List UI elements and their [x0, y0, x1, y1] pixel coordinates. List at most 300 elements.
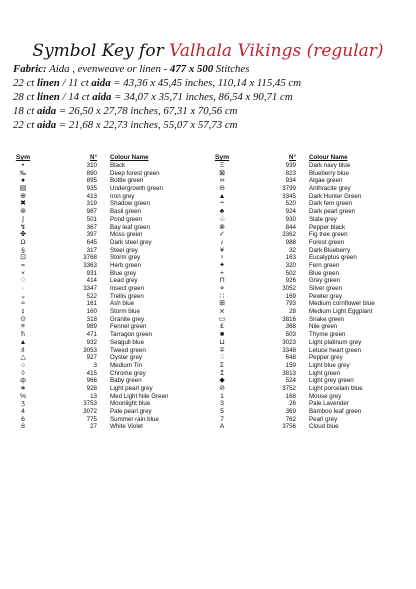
- symbol-glyph: ↥: [219, 369, 225, 377]
- spec-fabric: linen: [37, 77, 60, 89]
- spec-fabric: aida: [37, 105, 57, 117]
- symbol-glyph: ♢: [19, 277, 27, 285]
- table-row: [212, 177, 402, 185]
- dmc-number: 924: [285, 208, 296, 216]
- symbol-glyph: ⊞: [219, 300, 225, 308]
- dmc-number: 3768: [83, 254, 97, 262]
- colour-name: Seagull blue: [110, 338, 145, 346]
- table-row: [212, 416, 402, 424]
- dmc-number: 522: [86, 292, 97, 300]
- symbol-glyph: ↯: [20, 223, 26, 231]
- symbol-glyph: ⊠: [219, 169, 225, 177]
- symbol-glyph: ⊡: [20, 254, 26, 262]
- table-row: [212, 185, 402, 193]
- table-row: [13, 331, 198, 339]
- colour-name: Medium cornflower blue: [309, 300, 375, 308]
- dmc-number: 895: [86, 177, 97, 185]
- dmc-number: 502: [285, 269, 296, 277]
- symbol-glyph: 4: [21, 408, 25, 415]
- dmc-number: 3362: [282, 231, 296, 239]
- dmc-number: 930: [285, 215, 296, 223]
- symbol-glyph: §: [21, 246, 25, 254]
- symbol-glyph: ●: [20, 177, 26, 185]
- table-row: [13, 208, 198, 216]
- colour-name: Basil green: [110, 208, 141, 216]
- symbol-glyph: 8: [21, 423, 25, 431]
- symbol-glyph: ≡: [21, 323, 25, 331]
- symbol-glyph: ⊙: [20, 315, 26, 323]
- colour-name: Cloud blue: [309, 423, 339, 431]
- dmc-number: 648: [285, 354, 296, 362]
- colour-name: Steel grey: [110, 246, 138, 254]
- symbol-glyph: ≈: [21, 300, 25, 308]
- colour-name: Light pearl grey: [110, 384, 153, 392]
- colour-name: Thyme green: [309, 331, 346, 339]
- table-row: [13, 200, 198, 208]
- table-row: [13, 239, 198, 247]
- page-title: [0, 41, 416, 61]
- colour-name: Light porcelain blue: [309, 384, 363, 392]
- header-number: N°: [90, 154, 97, 161]
- colour-name: Moonlight blue: [110, 400, 151, 408]
- symbol-glyph: Ξ: [219, 162, 225, 169]
- header-sym: Sym: [214, 154, 230, 161]
- colour-name: Med Light Nile Green: [110, 392, 169, 400]
- symbol-glyph: ■: [219, 331, 225, 339]
- symbol-glyph: ∓: [219, 346, 225, 354]
- spec-dimensions: = 43,36 x 45,45 inches, 110,14 x 115,45 cm: [110, 77, 302, 89]
- dmc-number: 397: [86, 231, 97, 239]
- dmc-number: 3756: [282, 423, 296, 431]
- dmc-number: 520: [285, 200, 296, 208]
- dmc-number: 3023: [282, 338, 296, 346]
- colour-name: Moss green: [110, 231, 143, 239]
- table-row: [13, 193, 198, 201]
- dmc-number: 3348: [282, 346, 296, 354]
- table-row: [13, 347, 198, 355]
- table-row: [13, 370, 198, 378]
- table-rows: [13, 162, 198, 431]
- dmc-number: 3: [93, 361, 97, 369]
- symbol-glyph: ∗: [20, 384, 26, 392]
- dmc-number: 413: [86, 192, 97, 200]
- spec-size-line: [13, 90, 408, 104]
- dmc-number: 762: [285, 415, 296, 423]
- colour-name: Dark navy blue: [309, 162, 351, 169]
- spec-count: 22 ct: [13, 77, 37, 89]
- symbol-glyph: ♀: [219, 254, 225, 262]
- symbol-glyph: 5: [220, 408, 224, 415]
- table-row: [212, 393, 402, 401]
- colour-name: Pond green: [110, 215, 142, 223]
- table-row: [212, 270, 402, 278]
- dmc-number: 3816: [282, 315, 296, 323]
- colour-name: Tarragon green: [110, 331, 152, 339]
- spec-dimensions: = 26,50 x 27,78 inches, 67,31 x 70,56 cm: [56, 105, 238, 117]
- colour-name: Oyster grey: [110, 354, 142, 362]
- symbol-glyph: =: [21, 261, 25, 269]
- dmc-number: 369: [285, 408, 296, 415]
- dmc-number: 3753: [83, 400, 97, 408]
- dmc-number: 844: [285, 223, 296, 231]
- dmc-number: 415: [86, 369, 97, 377]
- table-row: [13, 416, 198, 424]
- dmc-number: 501: [86, 215, 97, 223]
- table-row: [13, 300, 198, 308]
- dmc-number: 987: [86, 208, 97, 216]
- dmc-number: 793: [285, 300, 296, 308]
- fabric-label: Fabric:: [13, 63, 47, 75]
- table-header: [212, 154, 402, 162]
- spec-count: / 14 ct: [59, 91, 93, 103]
- dmc-number: 3052: [282, 285, 296, 292]
- symbol-glyph: ♣: [219, 208, 225, 216]
- table-row: [13, 377, 198, 385]
- dmc-number: 367: [86, 223, 97, 231]
- dmc-number: 775: [86, 415, 97, 423]
- symbol-glyph: ⌄: [20, 292, 26, 300]
- colour-name: Dark steel grey: [110, 238, 152, 246]
- dmc-number: 3053: [83, 346, 97, 354]
- colour-name: Pale Lavender: [309, 400, 349, 408]
- symbol-glyph: ×: [21, 269, 25, 277]
- colour-name: Bottle green: [110, 177, 144, 185]
- dmc-number: 320: [285, 261, 296, 269]
- symbol-glyph: ∙: [22, 285, 24, 292]
- table-row: [212, 400, 402, 408]
- table-row: [212, 231, 402, 239]
- colour-name: Light green: [309, 369, 340, 377]
- dmc-number: 928: [86, 384, 97, 392]
- colour-name: Medium Light Eggplant: [309, 308, 373, 316]
- dmc-number: 890: [86, 169, 97, 177]
- dmc-number: 168: [285, 392, 296, 400]
- symbol-glyph: 1: [220, 392, 224, 400]
- header-number: N°: [289, 154, 296, 161]
- symbol-glyph: ✖: [20, 200, 26, 208]
- symbol-glyph: ♧: [218, 215, 226, 223]
- table-row: [212, 247, 402, 255]
- table-header: [13, 154, 198, 162]
- table-row: [212, 200, 402, 208]
- symbol-key-table-left: [13, 154, 198, 431]
- dmc-number: 927: [86, 354, 97, 362]
- symbol-glyph: ○: [20, 361, 26, 369]
- spec-count: 18 ct: [13, 105, 37, 117]
- dmc-number: 368: [285, 323, 296, 331]
- table-row: [13, 185, 198, 193]
- colour-name: Dark Blueberry: [309, 246, 351, 254]
- spec-size-line: [13, 118, 408, 132]
- dmc-number: 32: [289, 246, 296, 254]
- colour-name: Slate grey: [309, 215, 337, 223]
- table-row: [13, 362, 198, 370]
- header-sym: Sym: [15, 154, 31, 161]
- table-row: [212, 254, 402, 262]
- colour-name: Ash blue: [110, 300, 135, 308]
- colour-name: Fern green: [309, 261, 340, 269]
- symbol-glyph: ▲: [218, 192, 226, 200]
- colour-name: Dark Hunter Green: [309, 192, 362, 200]
- dmc-number: 932: [86, 338, 97, 346]
- table-row: [13, 270, 198, 278]
- symbol-glyph: ⊔: [219, 338, 225, 346]
- dmc-number: 935: [86, 185, 97, 193]
- table-row: [212, 408, 402, 416]
- table-row: [13, 385, 198, 393]
- symbol-glyph: ▲: [19, 338, 27, 346]
- symbol-key-table-right: [212, 154, 402, 431]
- colour-name: Nile green: [309, 323, 338, 331]
- symbol-glyph: Ω: [20, 238, 26, 246]
- colour-name: Pepper grey: [309, 354, 343, 362]
- symbol-glyph: ♪: [220, 238, 224, 246]
- spec-dimensions: = 34,07 x 35,71 inches, 86,54 x 90,71 cm: [111, 91, 293, 103]
- table-row: [212, 308, 402, 316]
- symbol-glyph: +: [220, 269, 224, 277]
- symbol-glyph: ⋄: [219, 285, 225, 292]
- colour-name: Granite grey: [110, 315, 145, 323]
- spec-size-line: [13, 104, 408, 118]
- dmc-number: 160: [86, 308, 97, 316]
- symbol-glyph: ⨯: [219, 308, 225, 316]
- dmc-number: 3072: [83, 408, 97, 415]
- symbol-glyph: ◊: [21, 369, 25, 377]
- symbol-glyph: 6: [21, 415, 25, 423]
- table-row: [13, 216, 198, 224]
- colour-name: Lead grey: [110, 277, 138, 285]
- dmc-number: 645: [86, 238, 97, 246]
- dmc-number: 318: [86, 315, 97, 323]
- symbol-glyph: %: [19, 392, 27, 400]
- dmc-number: 414: [86, 277, 97, 285]
- colour-name: Silver green: [309, 285, 343, 292]
- table-row: [13, 408, 198, 416]
- colour-name: Blueberry blue: [309, 169, 349, 177]
- header-colour-name: Colour Name: [110, 154, 149, 161]
- table-row: [13, 423, 198, 431]
- table-row: [13, 254, 198, 262]
- spec-dimensions: = 21,68 x 22,73 inches, 55,07 x 57,73 cm: [56, 119, 238, 131]
- table-row: [212, 285, 402, 293]
- fabric-specs: [13, 62, 408, 132]
- colour-name: Light blue grey: [309, 361, 350, 369]
- colour-name: Bay leaf green: [110, 223, 150, 231]
- colour-name: Forest green: [309, 238, 345, 246]
- dmc-number: 931: [86, 269, 97, 277]
- table-row: [212, 170, 402, 178]
- spec-fabric-line: [13, 62, 408, 76]
- dmc-number: 3347: [83, 285, 97, 292]
- dmc-number: 13: [90, 392, 97, 400]
- symbol-glyph: ⊓: [219, 277, 225, 285]
- colour-name: Black: [110, 162, 126, 169]
- dmc-number: 28: [289, 308, 296, 316]
- colour-name: Light platinum grey: [309, 338, 362, 346]
- symbol-glyph: ✓: [219, 231, 225, 239]
- symbol-glyph: ♢: [218, 354, 226, 362]
- stitch-count: 477 x 500: [169, 63, 214, 75]
- table-row: [212, 377, 402, 385]
- symbol-glyph: ⊘: [219, 384, 225, 392]
- symbol-glyph: ♯: [21, 346, 25, 354]
- dmc-number: 159: [285, 361, 296, 369]
- symbol-glyph: 3: [220, 400, 224, 408]
- symbol-glyph: ∞: [219, 177, 225, 185]
- colour-name: Iron grey: [110, 192, 135, 200]
- table-row: [212, 331, 402, 339]
- symbol-glyph: ⊗: [219, 223, 225, 231]
- colour-name: Pepper black: [309, 223, 346, 231]
- colour-name: Shadow green: [110, 200, 150, 208]
- table-row: [212, 224, 402, 232]
- colour-name: Fig tree green: [309, 231, 348, 239]
- colour-name: Medium Tin: [110, 361, 142, 369]
- spec-count: / 11 ct: [59, 77, 92, 89]
- symbol-glyph: ⊛: [20, 208, 26, 216]
- dmc-number: 524: [285, 377, 296, 385]
- colour-name: Blue grey: [110, 269, 137, 277]
- colour-name: Pearl grey: [309, 415, 338, 423]
- table-row: [13, 400, 198, 408]
- dmc-number: 169: [285, 292, 296, 300]
- colour-name: Insect green: [110, 285, 145, 292]
- spec-count: 28 ct: [13, 91, 37, 103]
- table-row: [13, 231, 198, 239]
- dmc-number: 939: [285, 162, 296, 169]
- table-row: [212, 347, 402, 355]
- colour-name: Dark pearl green: [309, 208, 356, 216]
- table-row: [13, 170, 198, 178]
- table-row: [13, 323, 198, 331]
- table-row: [212, 216, 402, 224]
- symbol-glyph: ⊖: [219, 185, 225, 193]
- dmc-number: 317: [86, 246, 97, 254]
- table-row: [212, 300, 402, 308]
- symbol-glyph: ∷: [219, 292, 225, 300]
- colour-name: Trellis green: [110, 292, 144, 300]
- colour-name: Letuce heart green: [309, 346, 361, 354]
- dmc-number: 3752: [282, 384, 296, 392]
- colour-name: Pale pearl grey: [110, 408, 152, 415]
- table-row: [13, 393, 198, 401]
- table-row: [212, 208, 402, 216]
- dmc-number: 926: [285, 277, 296, 285]
- symbol-glyph: ∸: [219, 200, 225, 208]
- symbol-glyph: 7: [220, 415, 224, 423]
- dmc-number: 3799: [282, 185, 296, 193]
- colour-name: Snake green: [309, 315, 345, 323]
- dmc-number: 966: [86, 377, 97, 385]
- colour-name: Baby green: [110, 377, 142, 385]
- symbol-glyph: ¥: [220, 246, 224, 254]
- table-row: [13, 224, 198, 232]
- table-row: [212, 362, 402, 370]
- colour-name: Anthracite grey: [309, 185, 351, 193]
- title-pattern-name: Valhala Vikings (regular): [169, 41, 384, 61]
- dmc-number: 503: [285, 331, 296, 339]
- colour-name: Chrome grey: [110, 369, 146, 377]
- stitch-suffix: Stitches: [213, 63, 250, 75]
- colour-name: Eucalyptus green: [309, 254, 357, 262]
- table-row: [13, 293, 198, 301]
- header-colour-name: Colour Name: [309, 154, 348, 161]
- symbol-glyph: £: [220, 323, 224, 331]
- symbol-glyph: ħ: [21, 331, 25, 339]
- table-row: [13, 316, 198, 324]
- symbol-glyph: A: [219, 423, 225, 431]
- table-row: [13, 162, 198, 170]
- table-row: [13, 247, 198, 255]
- colour-name: Algae green: [309, 177, 343, 185]
- colour-name: Fennel green: [110, 323, 147, 331]
- table-row: [13, 262, 198, 270]
- colour-name: Blue green: [309, 269, 339, 277]
- dmc-number: 26: [289, 400, 296, 408]
- dmc-number: 823: [285, 169, 296, 177]
- symbol-glyph: ф: [20, 377, 26, 385]
- table-row: [212, 370, 402, 378]
- colour-name: Light grey green: [309, 377, 354, 385]
- dmc-number: 161: [86, 300, 97, 308]
- table-rows: [212, 162, 402, 431]
- colour-name: Dark fern green: [309, 200, 352, 208]
- table-row: [212, 385, 402, 393]
- colour-name: Mouse grey: [309, 392, 342, 400]
- table-row: [212, 193, 402, 201]
- table-row: [212, 423, 402, 431]
- colour-name: Pewter grey: [309, 292, 343, 300]
- colour-name: Storm grey: [110, 254, 141, 262]
- symbol-glyph: △: [20, 354, 26, 362]
- table-row: [13, 177, 198, 185]
- table-row: [13, 277, 198, 285]
- spec-fabric: aida: [37, 119, 57, 131]
- dmc-number: 3345: [282, 192, 296, 200]
- symbol-glyph: ‰: [19, 169, 27, 177]
- colour-name: Summer rain blue: [110, 415, 159, 423]
- symbol-glyph: ✦: [219, 261, 225, 269]
- dmc-number: 934: [285, 177, 296, 185]
- table-row: [212, 262, 402, 270]
- symbol-glyph: ✤: [20, 231, 26, 239]
- symbol-glyph: ɪ: [21, 308, 25, 316]
- spec-fabric: aida: [92, 91, 112, 103]
- colour-name: Tweed green: [110, 346, 146, 354]
- table-row: [212, 293, 402, 301]
- spec-fabric: aida: [91, 77, 111, 89]
- spec-fabric: linen: [37, 91, 60, 103]
- dmc-number: 163: [285, 254, 296, 262]
- symbol-glyph: •: [21, 162, 25, 169]
- table-row: [212, 354, 402, 362]
- colour-name: Deep forest green: [110, 169, 160, 177]
- table-row: [13, 308, 198, 316]
- table-row: [13, 339, 198, 347]
- table-row: [212, 339, 402, 347]
- table-row: [212, 239, 402, 247]
- colour-name: Herb green: [110, 261, 141, 269]
- spec-count: 22 ct: [13, 119, 37, 131]
- symbol-glyph: ▤: [19, 185, 27, 193]
- colour-name: Bamboo leaf green: [309, 408, 362, 415]
- table-row: [212, 162, 402, 170]
- symbol-glyph: Σ: [219, 361, 225, 369]
- symbol-glyph: ◆: [219, 377, 225, 385]
- dmc-number: 27: [90, 423, 97, 431]
- colour-name: Grey green: [309, 277, 340, 285]
- dmc-number: 3363: [83, 261, 97, 269]
